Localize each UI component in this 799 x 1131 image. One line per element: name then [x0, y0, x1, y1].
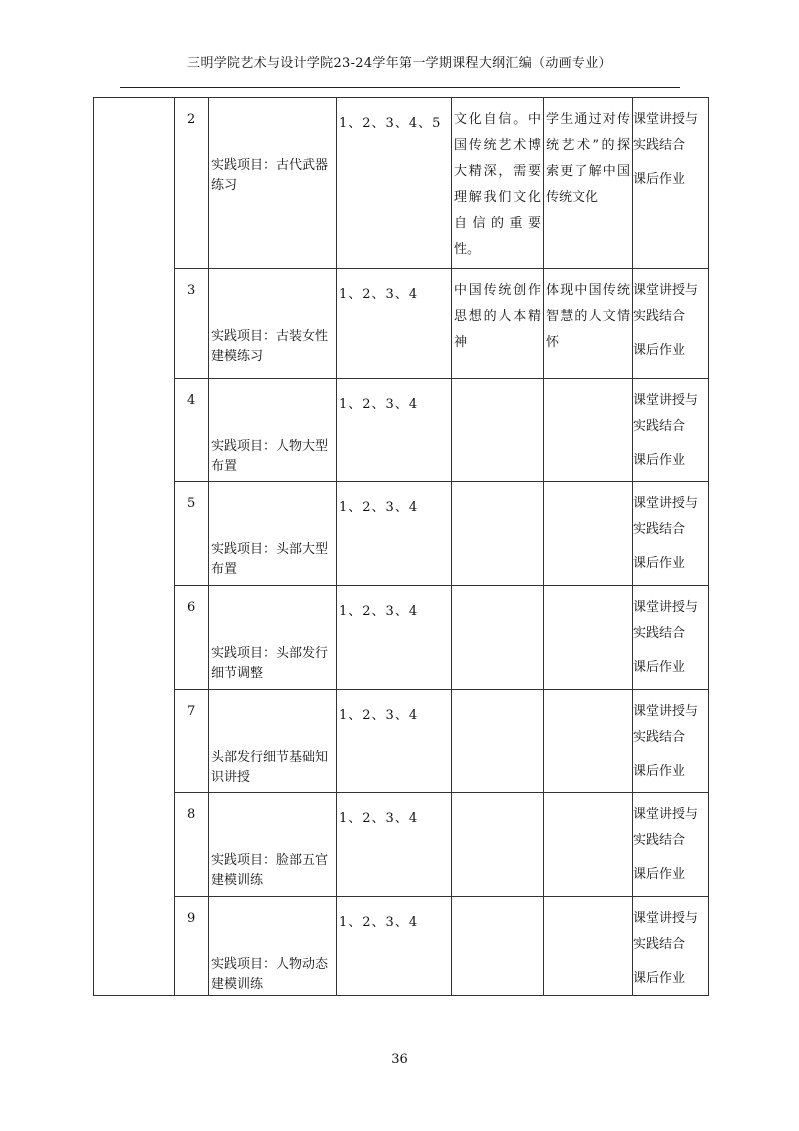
table-row	[94, 586, 709, 690]
course-goals-cell: 1、2、3、4	[337, 690, 452, 793]
teaching-method-primary: 课堂讲授与实践结合	[633, 807, 699, 848]
table-row	[94, 897, 709, 996]
page-number: 36	[391, 1052, 408, 1067]
integration-path-cell	[544, 793, 633, 897]
course-goals-cell: 1、2、3、4	[337, 482, 452, 586]
table-row	[94, 269, 709, 379]
teaching-method-primary: 课堂讲授与实践结合	[633, 704, 699, 745]
teaching-method-homework: 课后作业	[633, 343, 686, 358]
teaching-method-primary: 课堂讲授与实践结合	[633, 283, 699, 324]
teaching-method-primary: 课堂讲授与实践结合	[633, 496, 699, 537]
course-goals-cell: 1、2、3、4	[337, 897, 452, 996]
ideological-element-cell	[452, 379, 544, 482]
topic-cell	[209, 269, 337, 379]
teaching-method-primary: 课堂讲授与实践结合	[633, 600, 699, 641]
row-number: 8	[175, 793, 209, 897]
topic-text: 实践项目：人物大型布置	[211, 439, 329, 474]
topic-text: 实践项目：脸部五官建模训练	[211, 853, 329, 888]
course-goals-cell: 1、2、3、4	[337, 379, 452, 482]
page-header-title: 三明学院艺术与设计学院23-24学年第一学期课程大纲汇编（动画专业）	[187, 56, 612, 71]
row-number: 6	[175, 586, 209, 690]
topic-cell	[209, 586, 337, 690]
topic-text: 实践项目：人物动态建模训练	[211, 957, 329, 992]
row-number: 4	[175, 379, 209, 482]
syllabus-table-body	[94, 98, 709, 996]
topic-cell	[209, 98, 337, 269]
table-row	[94, 482, 709, 586]
topic-text: 实践项目：头部发行细节调整	[211, 646, 329, 681]
topic-text: 实践项目：古装女性建模练习	[211, 329, 329, 364]
topic-cell	[209, 897, 337, 996]
topic-cell	[209, 793, 337, 897]
ideological-element-cell	[452, 897, 544, 996]
topic-cell	[209, 379, 337, 482]
teaching-method-cell	[633, 897, 709, 996]
course-goals-cell: 1、2、3、4	[337, 269, 452, 379]
teaching-method-primary: 课堂讲授与实践结合	[633, 112, 699, 153]
integration-path-cell: 体现中国传统智慧的人文情怀	[544, 269, 633, 379]
table-row	[94, 379, 709, 482]
teaching-method-homework: 课后作业	[633, 556, 686, 571]
ideological-element-cell	[452, 690, 544, 793]
teaching-method-cell	[633, 690, 709, 793]
table-row	[94, 690, 709, 793]
course-goals-cell: 1、2、3、4	[337, 793, 452, 897]
row-number: 7	[175, 690, 209, 793]
course-goals-cell: 1、2、3、4	[337, 586, 452, 690]
teaching-method-cell	[633, 793, 709, 897]
teaching-method-homework: 课后作业	[633, 971, 686, 986]
integration-path-cell	[544, 690, 633, 793]
chapter-column-cell	[94, 98, 175, 996]
ideological-element-cell	[452, 586, 544, 690]
syllabus-table	[93, 97, 709, 996]
topic-text: 实践项目：古代武器练习	[211, 158, 329, 193]
table-row	[94, 98, 709, 269]
row-number: 2	[175, 98, 209, 269]
teaching-method-cell	[633, 586, 709, 690]
teaching-method-cell	[633, 98, 709, 269]
row-number: 3	[175, 269, 209, 379]
row-number: 9	[175, 897, 209, 996]
integration-path-cell	[544, 379, 633, 482]
integration-path-cell	[544, 586, 633, 690]
teaching-method-cell	[633, 269, 709, 379]
integration-path-cell	[544, 482, 633, 586]
ideological-element-cell: 中国传统创作思想的人本精神	[452, 269, 544, 379]
teaching-method-primary: 课堂讲授与实践结合	[633, 911, 699, 952]
course-goals-cell: 1、2、3、4、5	[337, 98, 452, 269]
integration-path-cell: 学生通过对传统艺术”的探索更了解中国传统文化	[544, 98, 633, 269]
table-row	[94, 793, 709, 897]
topic-cell	[209, 482, 337, 586]
teaching-method-homework: 课后作业	[633, 660, 686, 675]
row-number: 5	[175, 482, 209, 586]
integration-path-cell	[544, 897, 633, 996]
ideological-element-cell	[452, 482, 544, 586]
ideological-element-cell	[452, 793, 544, 897]
teaching-method-primary: 课堂讲授与实践结合	[633, 393, 699, 434]
teaching-method-homework: 课后作业	[633, 172, 686, 187]
header-divider	[120, 87, 680, 88]
topic-cell	[209, 690, 337, 793]
topic-text: 实践项目：头部大型布置	[211, 542, 329, 577]
teaching-method-cell	[633, 379, 709, 482]
teaching-method-homework: 课后作业	[633, 867, 686, 882]
teaching-method-homework: 课后作业	[633, 764, 686, 779]
topic-text: 头部发行细节基础知识讲授	[211, 750, 329, 785]
teaching-method-cell	[633, 482, 709, 586]
ideological-element-cell: 文化自信。中国传统艺术博大精深，需要理解我们文化自信的重要性。	[452, 98, 544, 269]
teaching-method-homework: 课后作业	[633, 453, 686, 468]
